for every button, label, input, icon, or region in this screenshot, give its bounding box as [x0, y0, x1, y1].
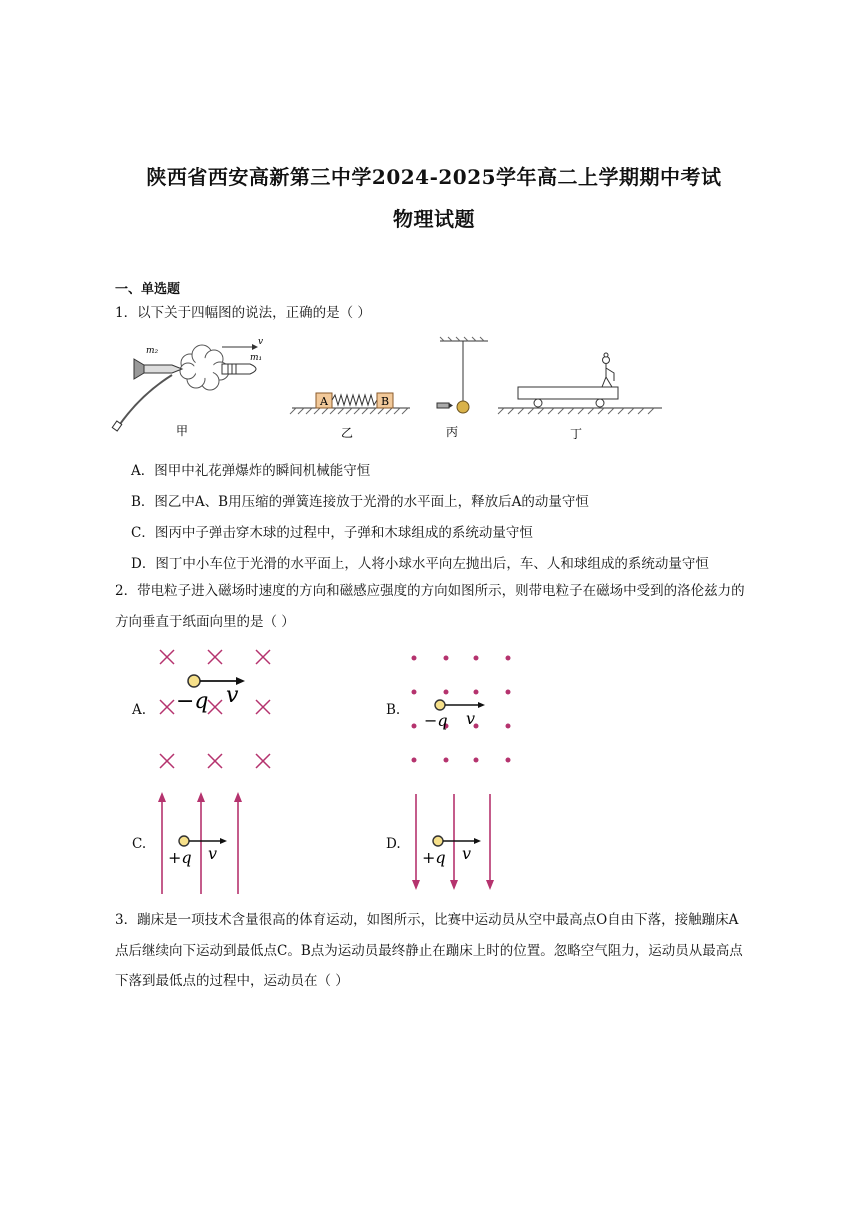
charge-label: +q [422, 848, 446, 867]
velocity-label: v [208, 844, 218, 863]
q2-figure-b [404, 648, 524, 772]
q2-option-d-label: D. [386, 836, 401, 852]
velocity-label: v [226, 683, 239, 708]
q3-line3: 下落到最低点的过程中，运动员在（ ） [115, 973, 349, 989]
q2-option-a-label: A. [132, 702, 147, 718]
q2-stem-line1: 2．带电粒子进入磁场时速度的方向和磁感应强度的方向如图所示，则带电粒子在磁场中受到的洛伦兹力的 [115, 583, 745, 599]
charge-label: +q [168, 848, 192, 867]
section-heading: 一、单选题 [115, 282, 181, 297]
caption-bing: 丙 [446, 425, 459, 439]
velocity-label: v [462, 844, 472, 863]
q1-figures [110, 335, 680, 445]
q3-line2: 点后继续向下运动到最低点C。B点为运动员最终静止在蹦床上时的位置。忽略空气阻力，运动员从最高点 [115, 943, 743, 959]
caption-ding: 丁 [570, 427, 583, 441]
document-subtitle: 物理试题 [393, 207, 475, 231]
q2-figure-a [150, 640, 290, 780]
q1-option-d: D．图丁中小车位于光滑的水平面上，人将小球水平向左抛出后，车、人和球组成的系统动量守恒 [131, 556, 709, 572]
q1-option-a: A．图甲中礼花弹爆炸的瞬间机械能守恒 [131, 463, 371, 479]
charge-label: −q [424, 711, 448, 730]
q1-option-c: C．图丙中子弹击穿木球的过程中，子弹和木球组成的系统动量守恒 [131, 525, 533, 541]
q2-option-b-label: B. [386, 702, 401, 718]
field-out-of-page-dots [412, 656, 511, 763]
q1-option-b: B．图乙中A、B用压缩的弹簧连接放于光滑的水平面上，释放后A的动量守恒 [131, 494, 589, 510]
figure-jia [112, 337, 263, 438]
fig-yi-A-label: A [320, 395, 328, 408]
caption-jia: 甲 [176, 424, 189, 438]
q2-stem-line2: 方向垂直于纸面向里的是（ ） [115, 614, 295, 630]
velocity-label: v [466, 709, 476, 728]
field-upward-arrows [158, 792, 242, 894]
q1-stem: 1．以下关于四幅图的说法，正确的是（ ） [115, 305, 371, 321]
fig-jia-m1-label: m₁ [250, 353, 263, 363]
q3-line1: 3．蹦床是一项技术含量很高的体育运动，如图所示，比赛中运动员从空中最高点O自由下落，接触蹦床A [115, 912, 739, 928]
fig-jia-v-label: v [258, 337, 264, 347]
charge-label: −q [176, 689, 209, 714]
q2-figure-c [150, 786, 260, 898]
figure-yi [290, 393, 410, 440]
fig-jia-m2-label: m₂ [146, 346, 159, 356]
document-title: 陕西省西安高新第三中学2024-2025学年高二上学期期中考试 [146, 165, 722, 189]
q2-figure-d [404, 790, 514, 898]
fig-yi-B-label: B [381, 395, 390, 408]
field-downward-arrows [412, 794, 494, 890]
figure-bing [437, 337, 488, 439]
figure-ding [498, 353, 662, 441]
caption-yi: 乙 [341, 426, 354, 440]
q2-option-c-label: C. [132, 836, 147, 852]
